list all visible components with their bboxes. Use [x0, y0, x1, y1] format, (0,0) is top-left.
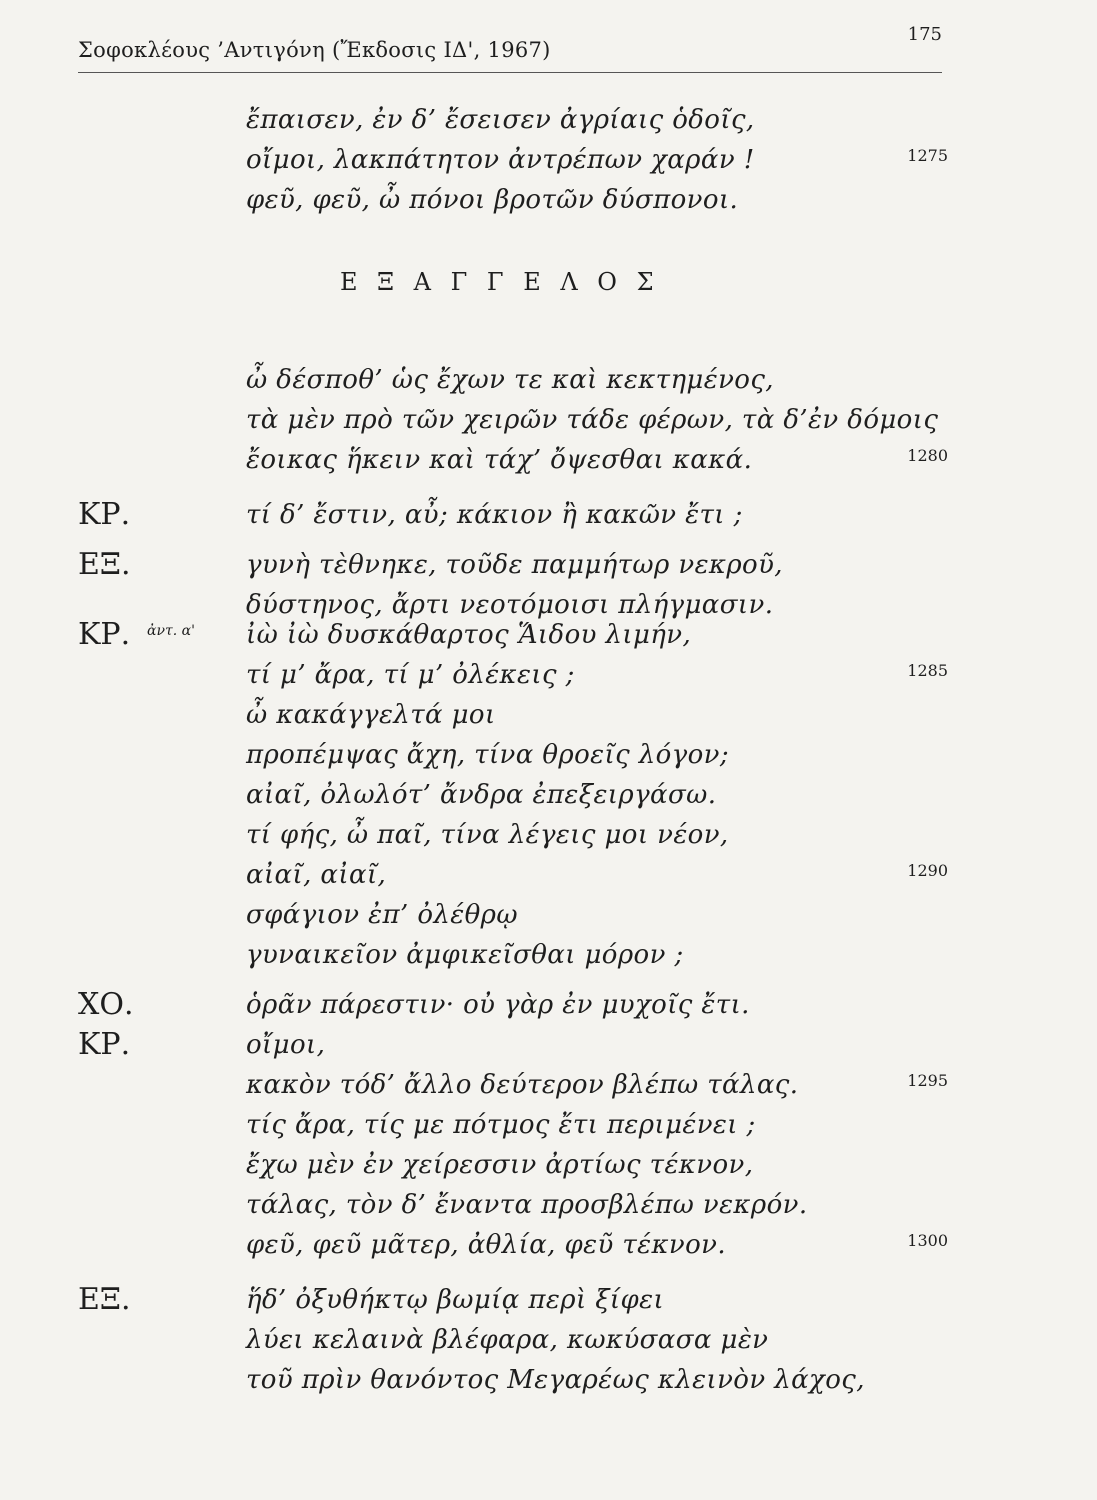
verse-line — [78, 100, 948, 140]
verse-line — [78, 1360, 948, 1400]
speaker-label: ΚΡ. — [78, 1027, 131, 1062]
verse-line — [78, 360, 948, 400]
line-number: 1285 — [907, 661, 948, 680]
line-number: 1290 — [907, 861, 948, 880]
verse-text-line: ἥδ’ ὀξυθήκτῳ βωμίᾳ περὶ ξίφει — [246, 1285, 665, 1315]
running-head: Σοφοκλέους ’Αντιγόνη (Ἔκδοσις ΙΔ', 1967) — [78, 38, 551, 62]
verse-line — [78, 1280, 948, 1320]
verse-text-line: σφάγιον ἐπ’ ὀλέθρῳ — [246, 900, 518, 930]
verse-text-line: δύστηνος, ἄρτι νεοτόμοισι πλήγμασιν. — [246, 590, 774, 620]
verse-text-line: ἔπαισεν, ἐν δ’ ἔσεισεν ἀγρίαις ὁδοῖς, — [246, 105, 755, 135]
verse-text-line: προπέμψας ἄχη, τίνα θροεῖς λόγον; — [246, 740, 730, 770]
verse-line — [78, 180, 948, 220]
speaker-label: ΚΡ. — [78, 617, 131, 652]
verse-line — [78, 695, 948, 735]
verse-line — [78, 615, 948, 655]
verse-text-line: γυναικεῖον ἀμφικεῖσθαι μόρον ; — [246, 940, 684, 970]
verse-text-line: οἴμοι, — [246, 1030, 326, 1060]
verse-text-line: γυνὴ τὲθνηκε, τοῦδε παμμήτωρ νεκροῦ, — [246, 550, 783, 580]
speaker-label: ΕΞ. — [78, 547, 131, 582]
verse-line — [78, 1145, 948, 1185]
verse-line — [78, 1320, 948, 1360]
verse-text-line: ἔοικας ἥκειν καὶ τάχ’ ὄψεσθαι κακά. — [246, 445, 753, 475]
verse-text-line: τὰ μὲν πρὸ τῶν χειρῶν τάδε φέρων, τὰ δ’ἐν δόμοις — [246, 405, 939, 435]
verse-text-line: τί φής, ὦ παῖ, τίνα λέγεις μοι νέον, — [246, 820, 729, 850]
verse-text-line: οἴμοι, λακπάτητον ἀντρέπων χαράν ! — [246, 145, 755, 175]
verse-text-line: ἔχω μὲν ἐν χείρεσσιν ἀρτίως τέκνον, — [246, 1150, 754, 1180]
verse-line — [78, 545, 948, 585]
verse-line — [78, 1105, 948, 1145]
verse-text-line: ὦ δέσποθ’ ὡς ἔχων τε καὶ κεκτημένος, — [246, 365, 774, 395]
speaker-label: ΕΞ. — [78, 1282, 131, 1317]
strophe-marker: ἀντ. α' — [147, 623, 195, 639]
line-number: 1280 — [907, 446, 948, 465]
verse-line — [78, 855, 948, 895]
verse-text-line: τάλας, τὸν δ’ ἔναντα προσβλέπω νεκρόν. — [246, 1190, 808, 1220]
verse-text-line: λύει κελαινὰ βλέφαρα, κωκύσασα μὲν — [246, 1325, 769, 1355]
verse-text-line: ἰὼ ἰὼ δυσκάθαρτος Ἅιδου λιμήν, — [246, 620, 692, 650]
verse-text-line: τίς ἄρα, τίς με πότμος ἔτι περιμένει ; — [246, 1110, 756, 1140]
verse-line — [78, 1225, 948, 1265]
verse-line — [78, 140, 948, 180]
verse-text-line: αἰαῖ, ὀλωλότ’ ἄνδρα ἐπεξειργάσω. — [246, 780, 717, 810]
verse-text-line: τί δ’ ἔστιν, αὖ; κάκιον ἢ κακῶν ἔτι ; — [246, 500, 743, 530]
verse-text-line: φεῦ, φεῦ, ὦ πόνοι βροτῶν δύσπονοι. — [246, 185, 739, 215]
verse-text-line: αἰαῖ, αἰαῖ, — [246, 860, 387, 890]
line-number: 1275 — [907, 146, 948, 165]
verse-line — [78, 775, 948, 815]
verse-text-line: φεῦ, φεῦ μᾶτερ, ἀθλία, φεῦ τέκνον. — [246, 1230, 727, 1260]
verse-line — [78, 400, 948, 440]
speaker-label: ΚΡ. — [78, 497, 131, 532]
verse-line — [78, 440, 948, 480]
section-heading: Ε Ξ Α Γ Γ Ε Λ Ο Σ — [340, 268, 660, 296]
verse-line — [78, 815, 948, 855]
verse-text-line: ὦ κακάγγελτά μοι — [246, 700, 496, 730]
verse-line — [78, 495, 948, 535]
verse-line — [78, 735, 948, 775]
verse-line — [78, 1185, 948, 1225]
verse-line — [78, 1025, 948, 1065]
verse-line — [78, 895, 948, 935]
verse-line — [78, 1065, 948, 1105]
verse-line — [78, 985, 948, 1025]
line-number: 1295 — [907, 1071, 948, 1090]
page-number: 175 — [907, 24, 942, 45]
verse-line — [78, 655, 948, 695]
verse-text-line: τί μ’ ἄρα, τί μ’ ὀλέκεις ; — [246, 660, 575, 690]
verse-text-line: ὁρᾶν πάρεστιν· οὐ γὰρ ἐν μυχοῖς ἔτι. — [246, 990, 750, 1020]
speaker-label: ΧΟ. — [78, 987, 134, 1022]
verse-text-line: τοῦ πρὶν θανόντος Μεγαρέως κλεινὸν λάχος, — [246, 1365, 865, 1395]
line-number: 1300 — [907, 1231, 948, 1250]
verse-text-line: κακὸν τόδ’ ἄλλο δεύτερον βλέπω τάλας. — [246, 1070, 799, 1100]
verse-line — [78, 935, 948, 975]
